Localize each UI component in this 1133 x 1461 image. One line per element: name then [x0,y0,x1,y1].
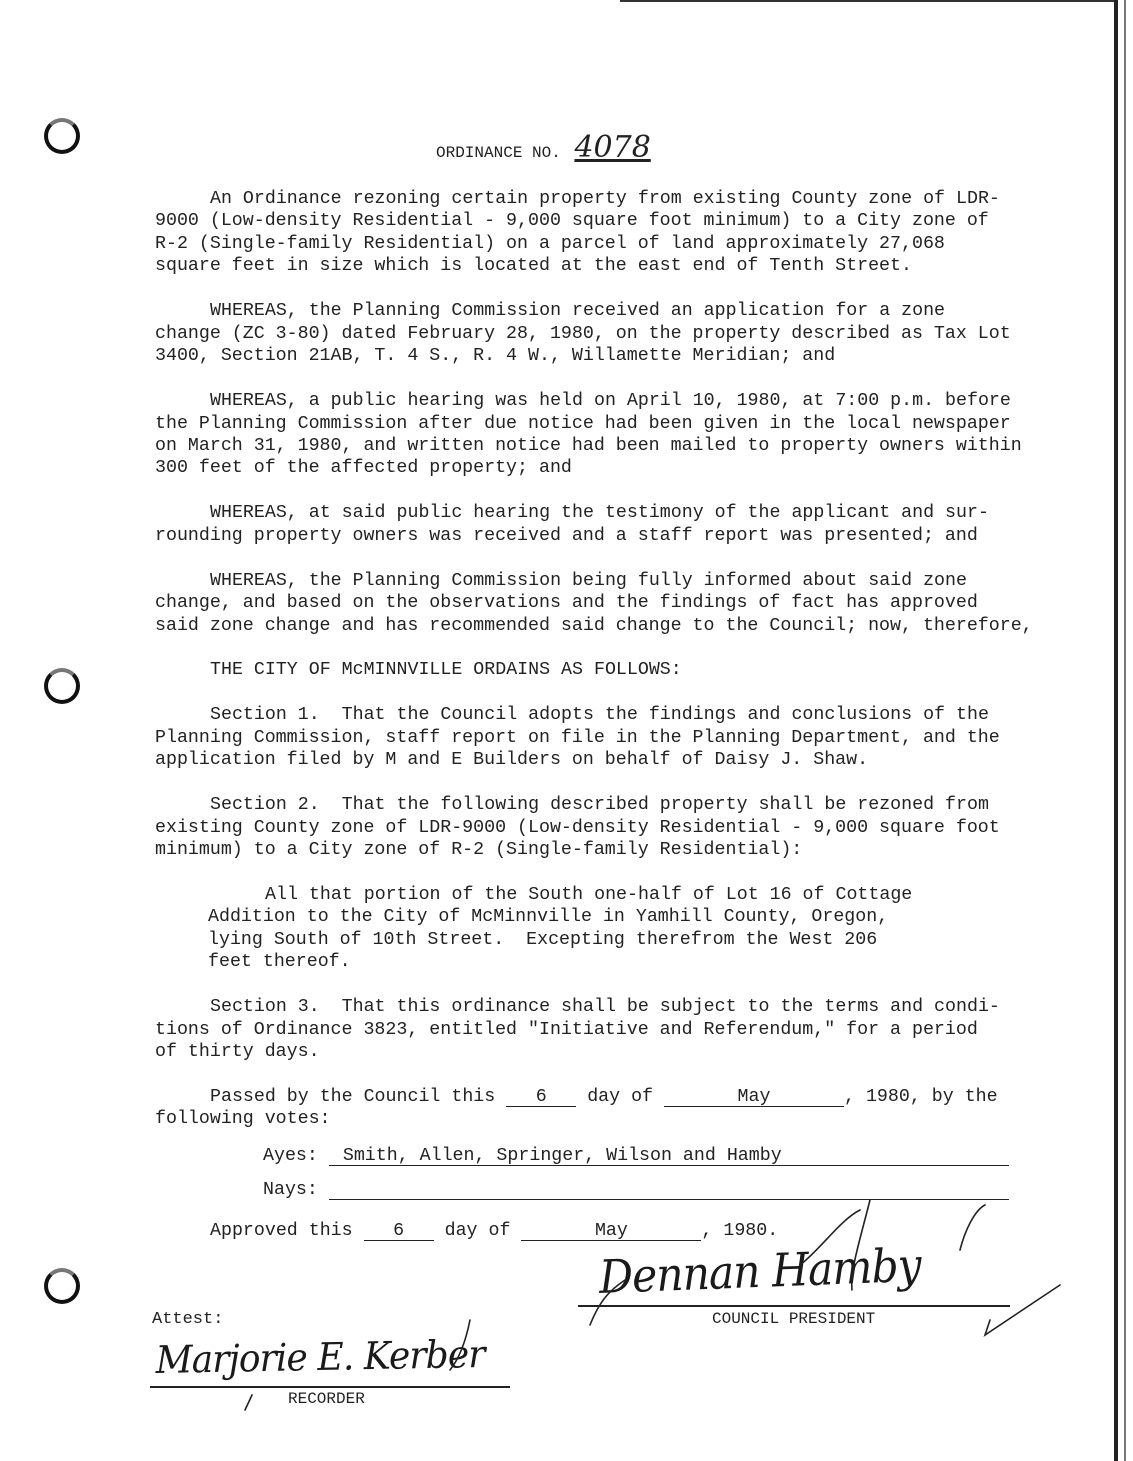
ayes-names: Smith, Allen, Springer, Wilson and Hamby [329,1147,1009,1166]
ordinance-number-handwritten: 4078 [574,130,651,165]
paragraph-line: rounding property owners was received and a staff report was presented; and [155,525,978,546]
nays-label: Nays: [263,1180,318,1201]
recorder-signature: Marjorie E. Kerber [155,1331,485,1382]
ayes-label: Ayes: [263,1145,318,1166]
paragraph-line: All that portion of the South one-half of Lot 16 of Cottage [265,884,913,905]
intro-paragraph [155,188,1055,278]
scan-edge-right [1114,0,1118,1461]
paragraph-line: lying South of 10th Street. Excepting therefrom the West 206 [208,929,878,950]
passed-month: May [664,1088,844,1107]
approved-month: May [521,1222,701,1241]
passed-prefix: Passed by the Council this [210,1086,496,1107]
nays-names [329,1181,1009,1200]
whereas-testimony-paragraph [155,502,1055,547]
section-3-paragraph [155,996,1055,1063]
ordinance-label: ORDINANCE NO. [436,144,561,162]
paragraph-line: R-2 (Single-family Residential) on a parcel of land approximately 27,068 [155,233,945,254]
approved-prefix: Approved this [210,1220,353,1241]
nays-row [155,1179,1055,1201]
property-description [155,884,1055,974]
approved-year: , 1980. [701,1220,779,1241]
section-2-paragraph [155,794,1055,861]
paragraph-line: Section 2. That the following described property shall be rezoned from [210,795,989,816]
passed-year: , 1980, by the [844,1086,998,1107]
paragraph-line: change, and based on the observations and the findings of fact has approved [155,593,978,614]
paragraph-line: existing County zone of LDR-9000 (Low-density Residential - 9,000 square foot [155,817,1000,838]
recorder-signature-line [150,1386,510,1388]
punch-hole-top [44,118,80,154]
whereas-hearing-paragraph [155,390,1055,480]
paragraph-line: minimum) to a City zone of R-2 (Single-family Residential): [155,840,803,861]
ordinance-title [436,130,651,165]
council-president-signature: Dennan Hamby [598,1237,922,1304]
council-president-label: COUNCIL PRESIDENT [712,1310,876,1328]
ayes-row [155,1145,1055,1167]
paragraph-line: feet thereof. [208,952,351,973]
paragraph-line: square feet in size which is located at the east end of Tenth Street. [155,256,912,277]
passed-day: 6 [506,1088,576,1107]
paragraph-line: change (ZC 3-80) dated February 28, 1980, on the property described as Tax Lot [155,323,1011,344]
recorder-label: RECORDER [288,1390,365,1408]
paragraph-line: tions of Ordinance 3823, entitled "Initiative and Referendum," for a period [155,1019,978,1040]
paragraph-line: 300 feet of the affected property; and [155,458,572,479]
paragraph-line: An Ordinance rezoning certain property from existing County zone of LDR- [210,189,1000,209]
approved-day-of: day of [444,1220,511,1241]
attest-label: Attest: [152,1310,224,1329]
whereas-application-paragraph [155,300,1055,367]
council-president-signature-line [578,1305,1010,1307]
paragraph-line: WHEREAS, the Planning Commission being fully informed about said zone [210,570,967,591]
paragraph-line: WHEREAS, at said public hearing the testimony of the applicant and sur- [210,503,989,524]
paragraph-line: Section 3. That this ordinance shall be subject to the terms and condi- [210,997,1000,1018]
paragraph-line: WHEREAS, the Planning Commission received an application for a zone [210,301,946,322]
punch-hole-bottom [44,1268,80,1304]
ordinance-body [155,188,1055,1242]
paragraph-line: 3400, Section 21AB, T. 4 S., R. 4 W., Willamette Meridian; and [155,346,836,367]
paragraph-line: of thirty days. [155,1042,320,1063]
paragraph-line: Planning Commission, staff report on file in the Planning Department, and the [155,727,1000,748]
passed-line-2: following votes: [155,1109,331,1130]
paragraph-line: the Planning Commission after due notice had been given in the local newspaper [155,413,1011,434]
approved-day: 6 [364,1222,434,1241]
paragraph-line: said zone change and has recommended said change to the Council; now, therefore, [155,615,1033,636]
scan-edge-right-inner [1124,0,1126,1461]
section-1-paragraph [155,704,1055,771]
paragraph-line: on March 31, 1980, and written notice had been mailed to property owners within [155,435,1022,456]
paragraph-line: 9000 (Low-density Residential - 9,000 square foot minimum) to a City zone of [155,211,989,232]
paragraph-line: Addition to the City of McMinnville in Yamhill County, Oregon, [208,907,889,928]
scan-edge-top [620,0,1118,2]
paragraph-line: Section 1. That the Council adopts the findings and conclusions of the [210,705,989,726]
paragraph-line: application filed by M and E Builders on behalf of Daisy J. Shaw. [155,750,869,771]
punch-hole-middle [44,668,80,704]
whereas-findings-paragraph [155,570,1055,637]
paragraph-line: THE CITY OF McMINNVILLE ORDAINS AS FOLLOWS: [210,660,682,681]
passed-statement [155,1086,1055,1131]
passed-day-of: day of [587,1086,654,1107]
paragraph-line: WHEREAS, a public hearing was held on April 10, 1980, at 7:00 p.m. before [210,391,1011,412]
ordains-heading [155,659,1055,681]
